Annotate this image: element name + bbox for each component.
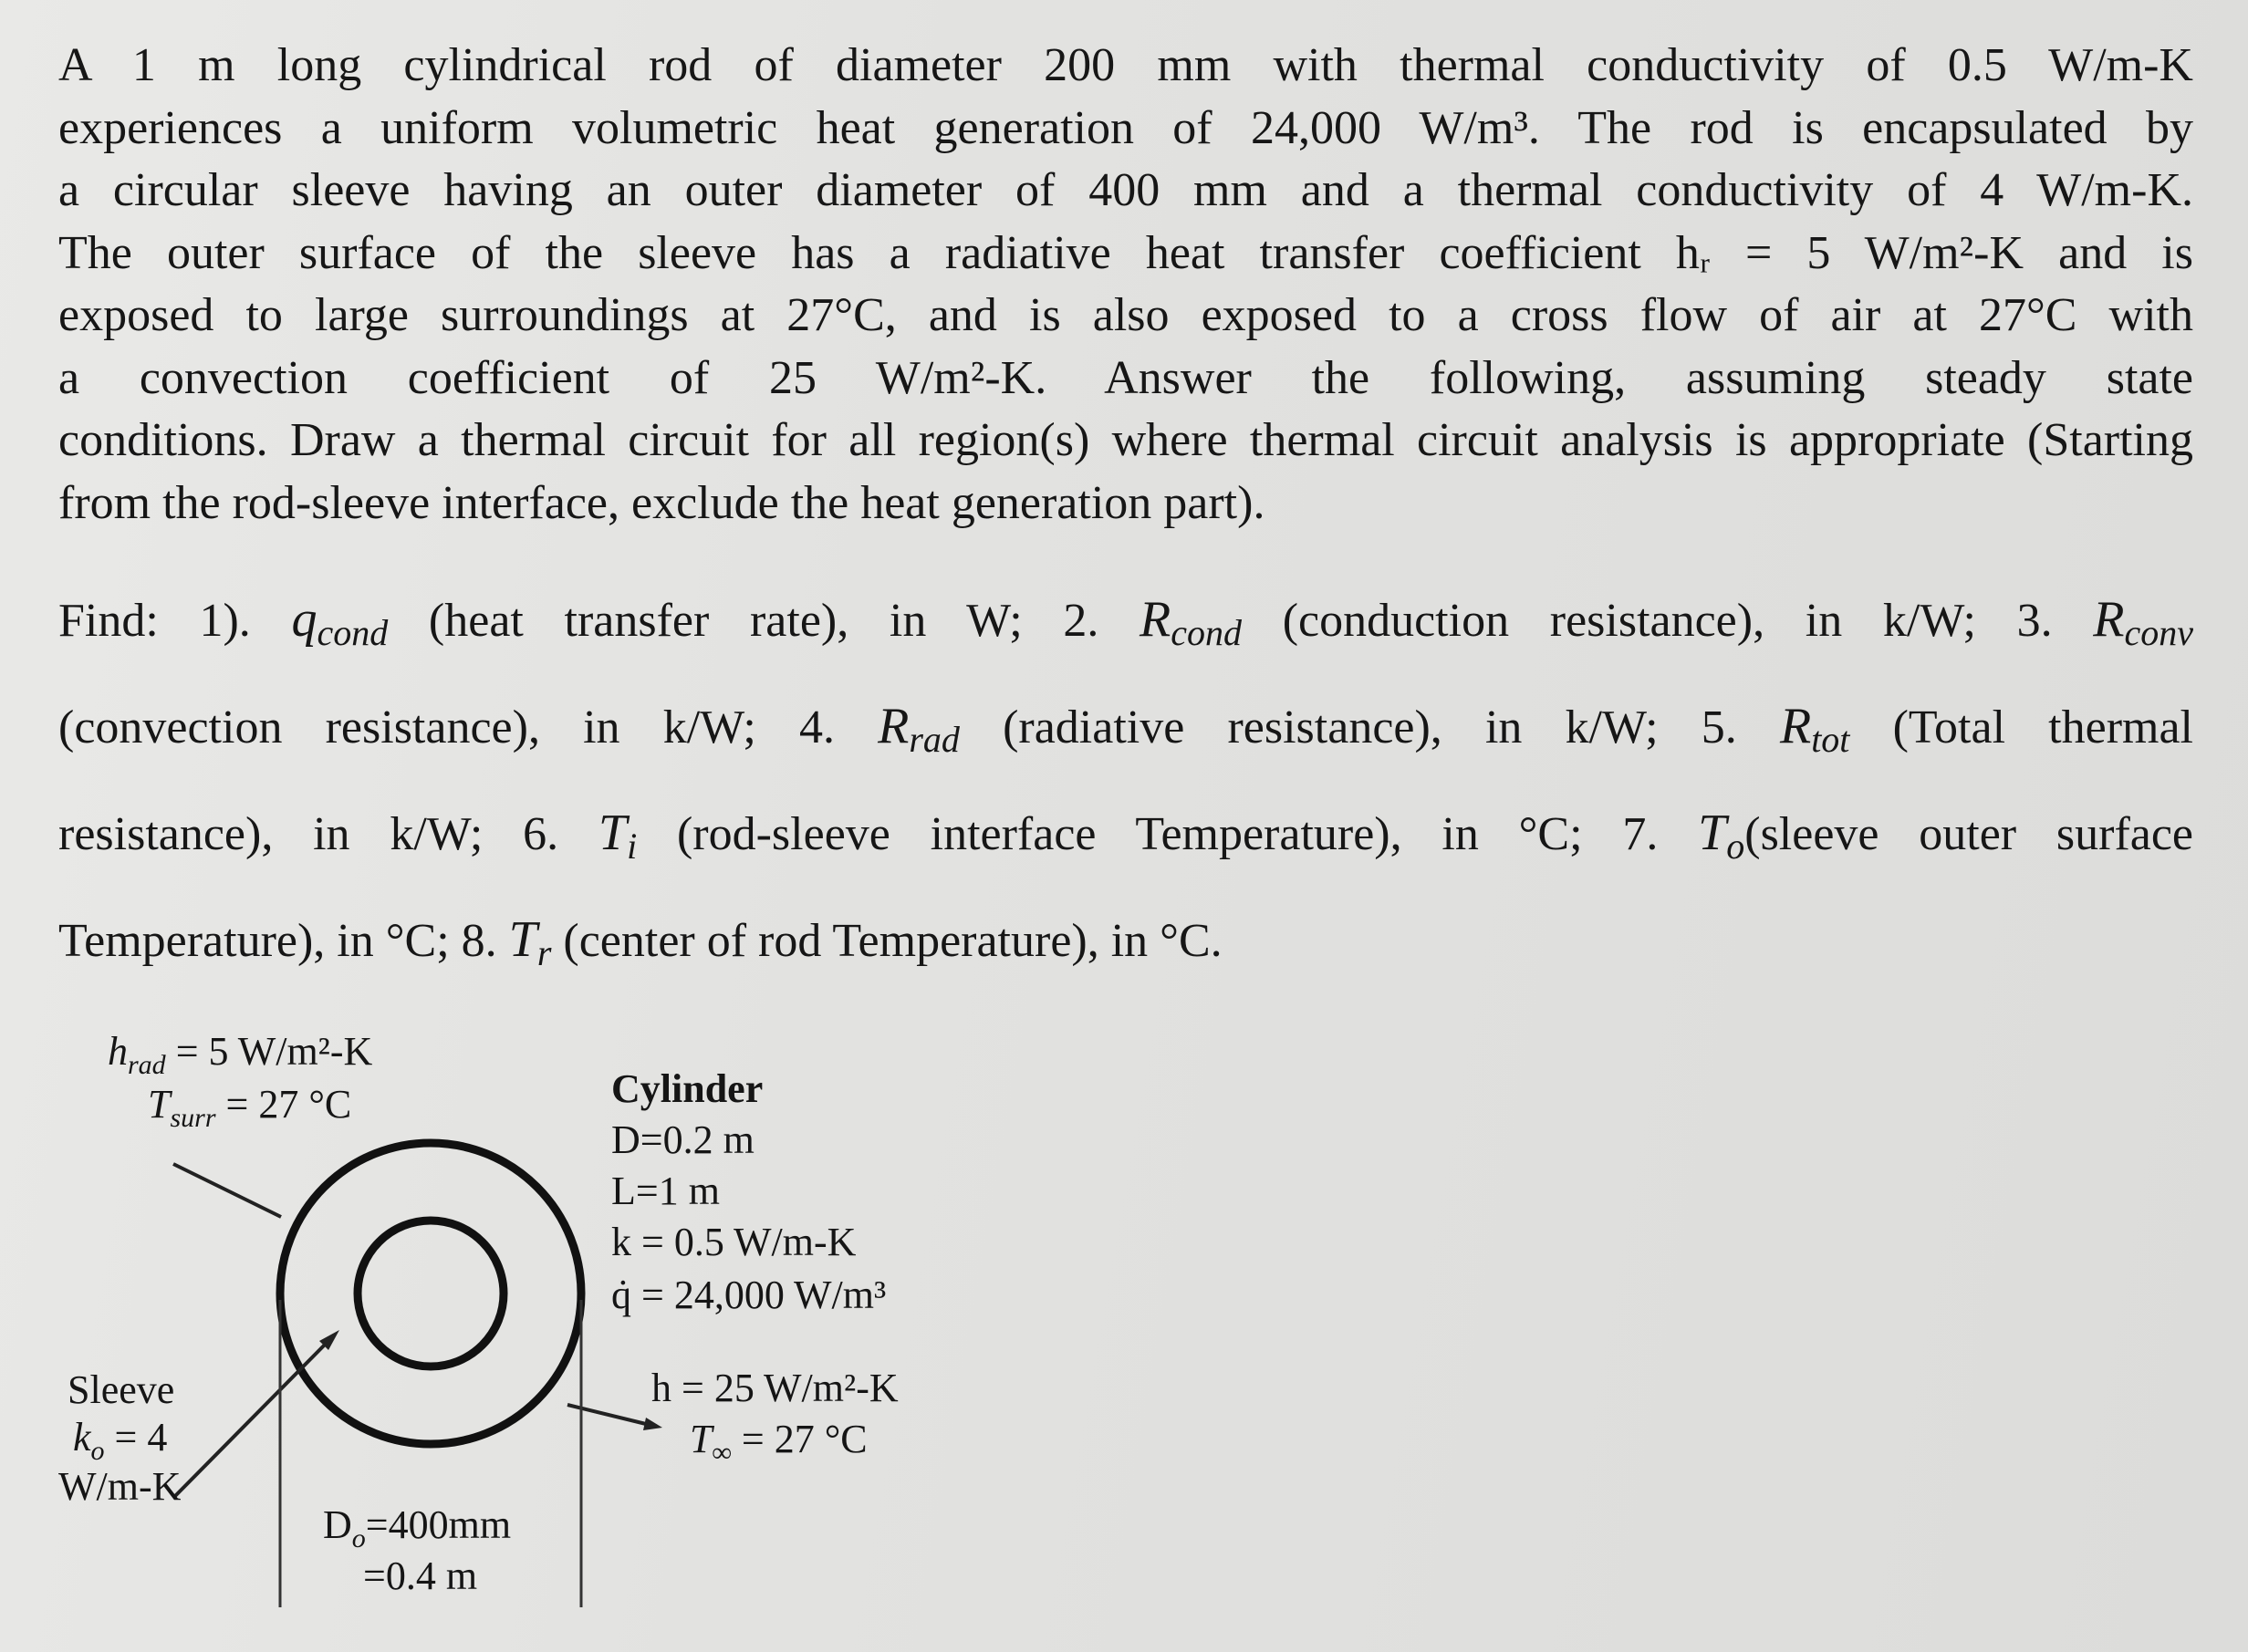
find-symbol: T	[508, 911, 537, 968]
find-subscript: r	[536, 932, 552, 973]
problem-line: a circular sleeve having an outer diameter of 400 mm and a thermal conductivity of 4 W/m-K.	[58, 164, 2193, 216]
problem-statement	[58, 35, 2193, 535]
convection-coefficient-label: h = 25 W/m²-K	[651, 1366, 899, 1410]
cylinder-length: L=1 m	[611, 1169, 720, 1213]
sleeve-outer-circle	[280, 1143, 581, 1444]
surr-symbol: T	[148, 1082, 171, 1127]
outer-diameter-meters: =0.4 m	[363, 1553, 478, 1598]
find-line-3	[58, 786, 2193, 893]
sleeve-k-subscript: o	[90, 1436, 105, 1466]
outer-d-subscript: o	[351, 1523, 366, 1553]
surroundings-temp-label	[148, 1079, 351, 1144]
rad-symbol: h	[108, 1029, 128, 1074]
outer-d-value: =400mm	[365, 1502, 512, 1547]
find-symbol: T	[598, 805, 628, 861]
find-symbol: R	[1140, 591, 1171, 648]
problem-line: from the rod-sleeve interface, exclude the heat generation part).	[58, 476, 1265, 529]
find-line-1	[58, 573, 2193, 680]
problem-line: A 1 m long cylindrical rod of diameter 200 mm with thermal conductivity of 0.5 W/m-K	[58, 39, 2193, 91]
find-subscript: i	[627, 826, 638, 867]
cylinder-figure	[0, 985, 1004, 1652]
find-subscript: cond	[317, 612, 389, 653]
find-text: Temperature), in °C; 8.	[58, 915, 509, 967]
ambient-temp-label	[690, 1414, 868, 1479]
rad-subscript: rad	[128, 1050, 166, 1080]
find-line-4	[58, 893, 2193, 1000]
find-text: resistance), in k/W; 6.	[58, 808, 598, 860]
ambient-value: = 27 °C	[731, 1417, 868, 1461]
find-subscript: tot	[1811, 719, 1850, 760]
sleeve-pointer-line	[173, 1341, 328, 1498]
cylinder-heat-generation: q̇ = 24,000 W/m³	[611, 1273, 887, 1317]
find-lead: Find: 1).	[58, 595, 292, 647]
radiation-arrow-line	[173, 1164, 281, 1217]
sleeve-k-value: = 4	[104, 1415, 168, 1460]
rod-circle	[358, 1221, 504, 1366]
find-text: (conduction resistance), in k/W; 3.	[1242, 595, 2094, 647]
ambient-symbol: T	[690, 1417, 713, 1461]
find-text: (heat transfer rate), in W; 2.	[388, 595, 1140, 647]
surr-subscript: surr	[170, 1103, 216, 1133]
find-subscript: rad	[909, 719, 960, 760]
find-subscript: conv	[2124, 612, 2193, 653]
problem-line: exposed to large surroundings at 27°C, and is also exposed to a cross flow of air at 27°C with	[58, 289, 2193, 341]
find-section	[58, 573, 2193, 1000]
outer-d-symbol: D	[323, 1502, 352, 1547]
find-line-2	[58, 680, 2193, 786]
ambient-subscript: ∞	[712, 1438, 732, 1468]
problem-line: a convection coefficient of 25 W/m²-K. Answer the following, assuming steady state	[58, 351, 2193, 404]
find-symbol: R	[2093, 591, 2125, 648]
find-text: (center of rod Temperature), in °C.	[551, 915, 1223, 967]
find-text: (convection resistance), in k/W; 4.	[58, 701, 879, 753]
find-symbol: R	[1779, 698, 1812, 754]
sleeve-k-symbol: k	[73, 1415, 91, 1460]
cylinder-title: Cylinder	[611, 1066, 764, 1111]
find-subscript: cond	[1171, 612, 1243, 653]
find-text: (radiative resistance), in k/W; 5.	[959, 701, 1780, 753]
find-symbol: q	[291, 591, 317, 648]
cylinder-diameter: D=0.2 m	[611, 1117, 755, 1162]
find-symbol: T	[1698, 805, 1727, 861]
find-text: (Total thermal	[1849, 701, 2194, 753]
rad-value: = 5 W/m²-K	[165, 1029, 373, 1074]
convection-arrowhead	[643, 1418, 662, 1430]
cylinder-conductivity: k = 0.5 W/m-K	[611, 1220, 857, 1264]
sleeve-unit: W/m-K	[58, 1464, 182, 1509]
find-text: (sleeve outer surface	[1744, 808, 2193, 860]
problem-line: experiences a uniform volumetric heat generation of 24,000 W/m³. The rod is encapsulated by	[58, 101, 2193, 154]
problem-line: conditions. Draw a thermal circuit for all region(s) where thermal circuit analysis is appropriate (Starting	[58, 414, 2193, 466]
find-subscript: o	[1726, 826, 1745, 867]
find-text: (rod-sleeve interface Temperature), in °C; 7.	[637, 808, 1699, 860]
surr-value: = 27 °C	[215, 1082, 352, 1127]
find-symbol: R	[878, 698, 910, 754]
problem-line: The outer surface of the sleeve has a radiative heat transfer coefficient hᵣ = 5 W/m²-K and is	[58, 226, 2193, 279]
sleeve-title: Sleeve	[68, 1367, 175, 1412]
